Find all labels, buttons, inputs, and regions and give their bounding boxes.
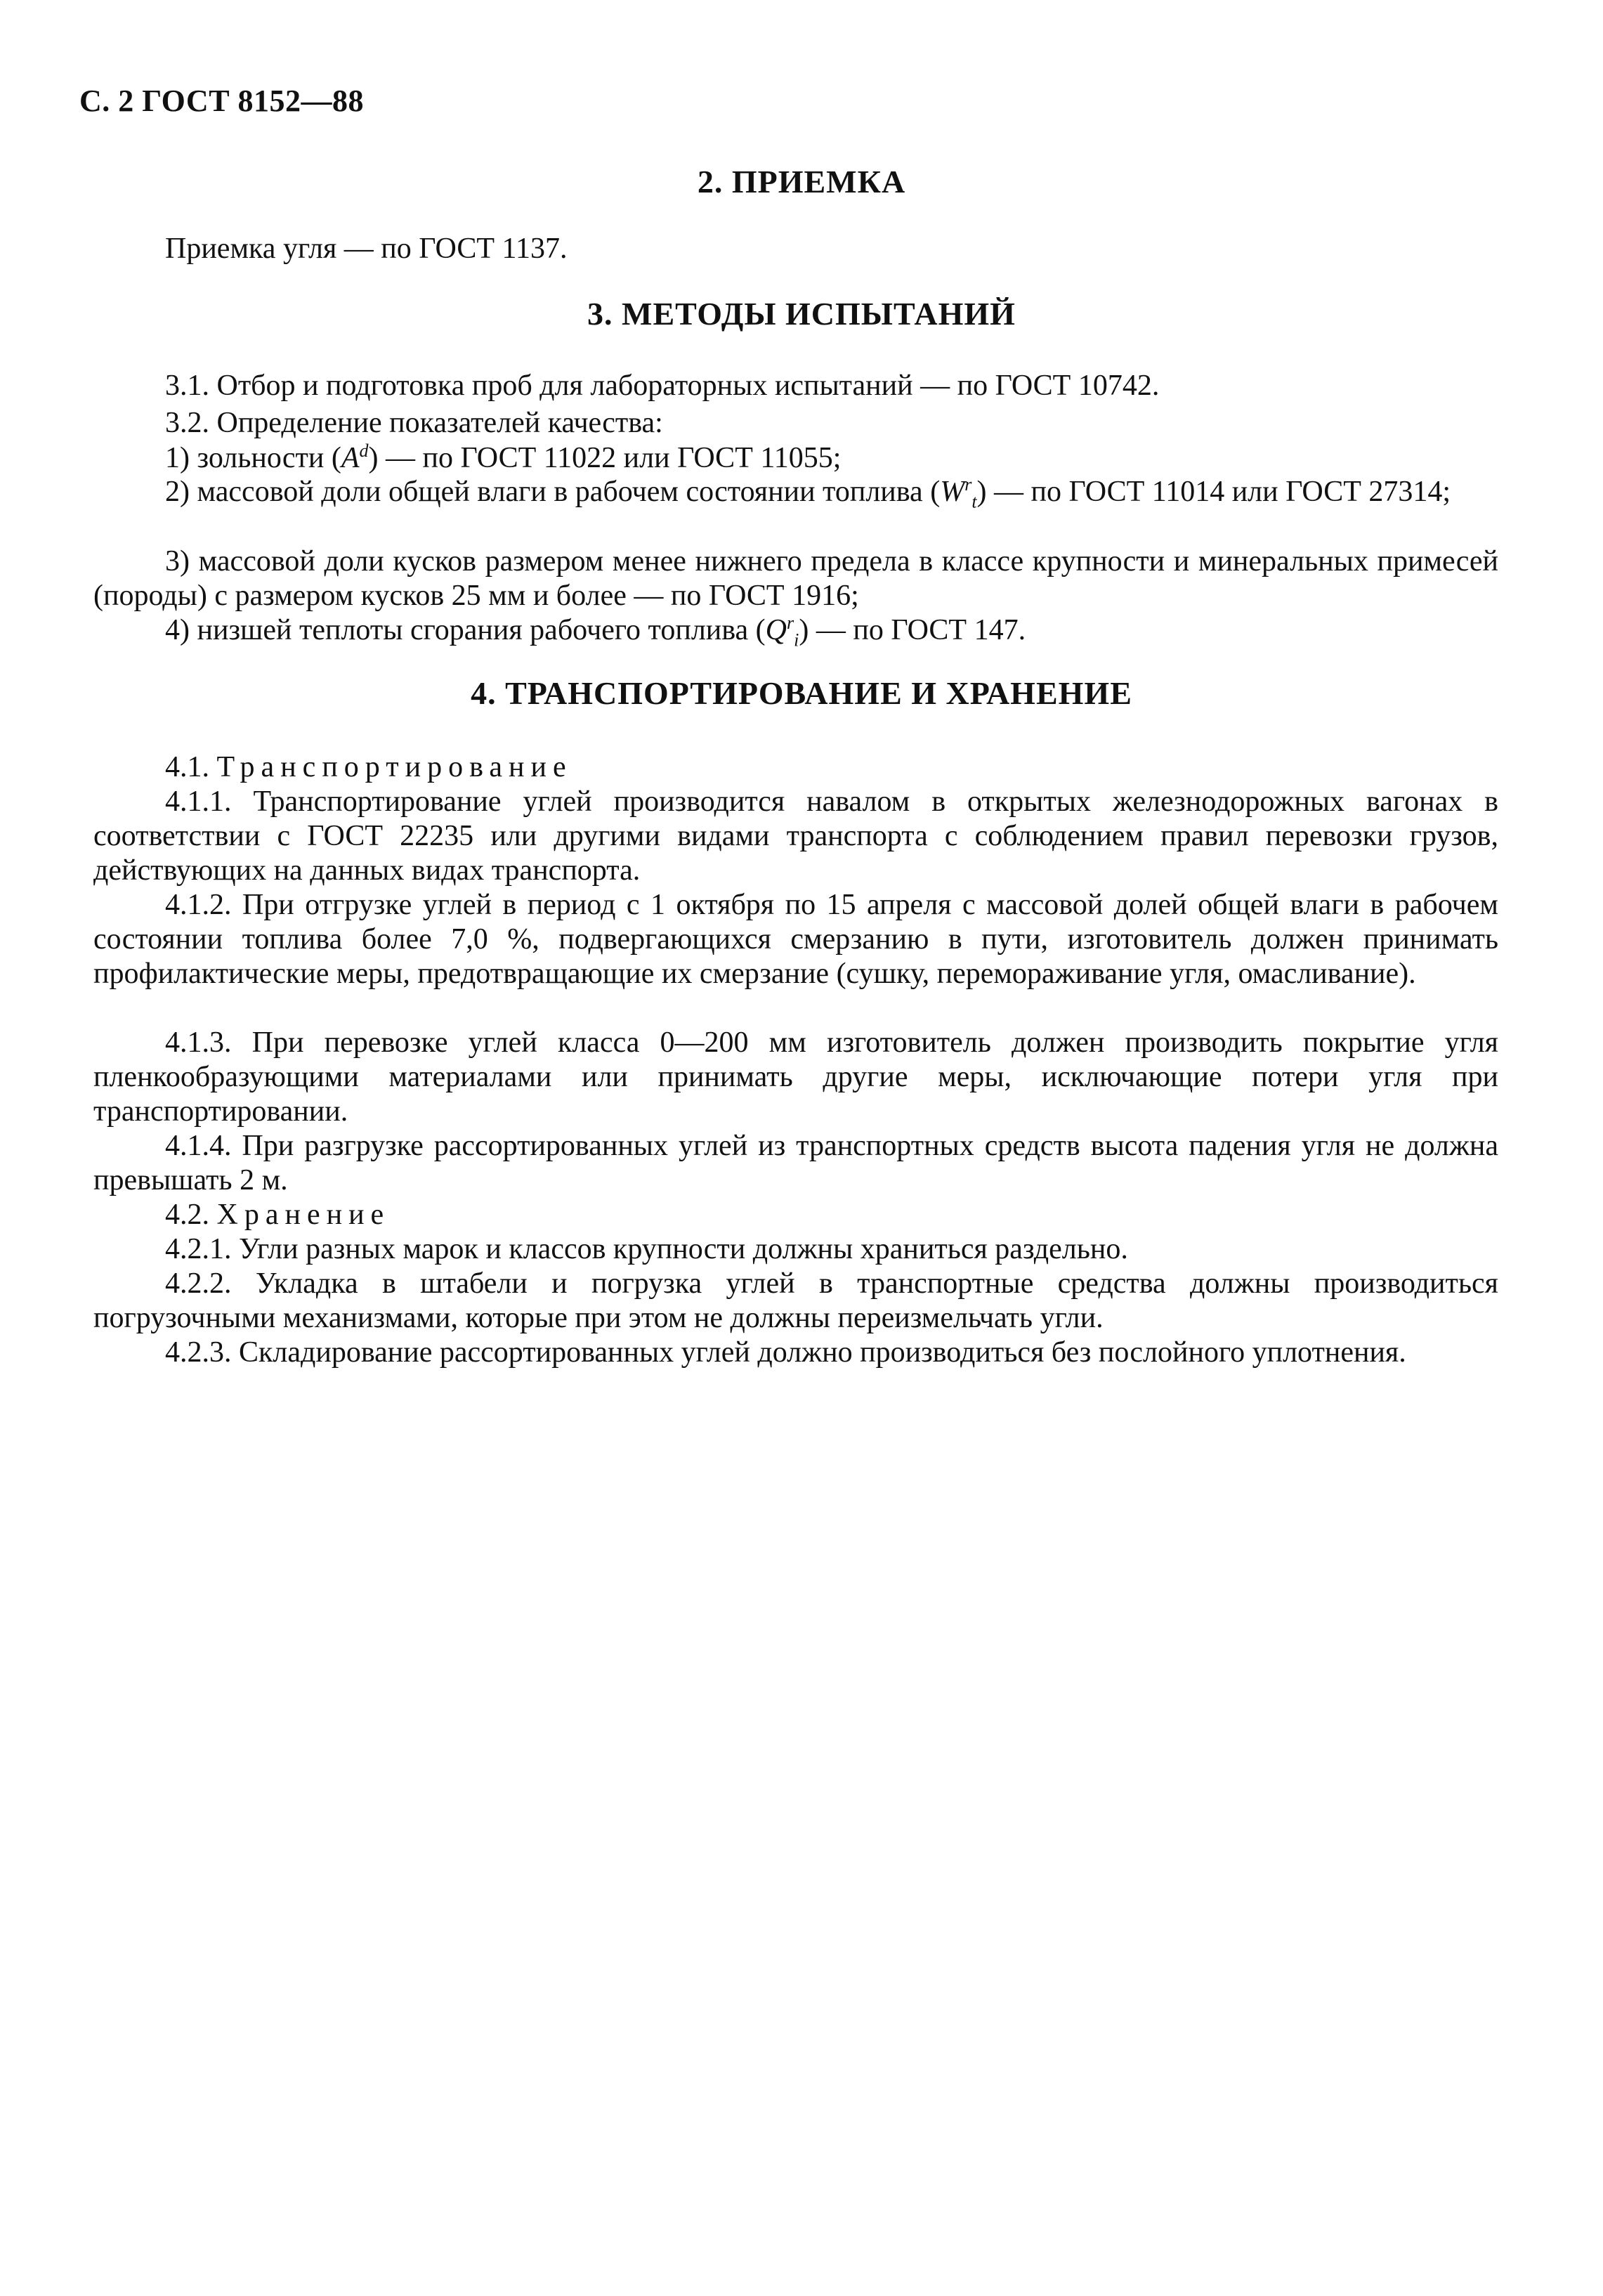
section-2-text: Приемка угля — по ГОСТ 1137. — [165, 233, 568, 265]
paragraph-3-2: 3.2. Определение показателей качества: — [165, 407, 663, 439]
section-2-title: 2. ПРИЕМКА — [697, 164, 906, 200]
paragraph-3-1: 3.1. Отбор и подготовка проб для лабораторных испытаний — по ГОСТ 10742. — [165, 370, 1160, 402]
subsection-4-1-heading: 4.1. Транспортирование — [165, 751, 572, 783]
list-item-3: 3) массовой доли кусков размером менее нижнего предела в классе крупности и минеральных примесей (породы) с размером кусков 25 мм и более — по ГОСТ 1916; — [93, 545, 1498, 612]
list-item-2: 2) массовой доли общей влаги в рабочем состоянии топлива $(W^r_t)$ — по ГОСТ 11014 или ГОСТ 27314; — [165, 474, 1451, 512]
paragraph-4-1-1: 4.1.1. Транспортирование углей производится навалом в открытых железнодорожных вагонах в соответствии с ГОСТ 22235 или другими видами транспорта с соблюдением правил перевозки грузов, действующих на данных видах транспорта. — [93, 785, 1498, 887]
paragraph-4-2-2: 4.2.2. Укладка в штабели и погрузка углей в транспортные средства должны производиться погрузочными механизмами, которые при этом не должны переизмельчать угли. — [93, 1267, 1498, 1334]
list-item-1: 1) зольности $(A^d)$ — по ГОСТ 11022 или ГОСТ 11055; — [165, 441, 842, 474]
paragraph-4-2-3: 4.2.3. Складирование рассортированных углей должно производиться без послойного уплотнения. — [165, 1336, 1406, 1369]
page-header: С. 2 ГОСТ 8152—88 — [79, 84, 365, 118]
moisture-variable: $W^r_t$ — [940, 474, 977, 512]
section-3-title: 3. МЕТОДЫ ИСПЫТАНИЙ — [587, 296, 1016, 332]
section-4-title: 4. ТРАНСПОРТИРОВАНИЕ И ХРАНЕНИЕ — [471, 675, 1132, 711]
list-item-4: 4) низшей теплоты сгорания рабочего топлива $(Q^r_i)$ — по ГОСТ 147. — [165, 613, 1026, 651]
heat-variable: $Q^r_i$ — [765, 613, 799, 651]
paragraph-4-2-1: 4.2.1. Угли разных марок и классов крупности должны храниться раздельно. — [165, 1233, 1128, 1265]
paragraph-4-1-4: 4.1.4. При разгрузке рассортированных углей из транспортных средств высота падения угля не должна превышать 2 м. — [93, 1130, 1498, 1196]
paragraph-4-1-2: 4.1.2. При отгрузке углей в период с 1 октября по 15 апреля с массовой долей общей влаги в рабочем состоянии топлива более 7,0 %, подвергающихся смерзанию в пути, изготовитель должен принимать профилактические меры, предотвращающие их смерзание (сушку, перемораживание угля, омасливание). — [93, 889, 1498, 990]
paragraph-4-1-3: 4.1.3. При перевозке углей класса 0—200 мм изготовитель должен производить покрытие угля пленкообразующими материалами или принимать другие меры, исключающие потери угля при транспортировании. — [93, 1026, 1498, 1128]
ash-variable: $A^d$ — [341, 441, 369, 474]
subsection-4-2-heading: 4.2. Хранение — [165, 1199, 391, 1231]
